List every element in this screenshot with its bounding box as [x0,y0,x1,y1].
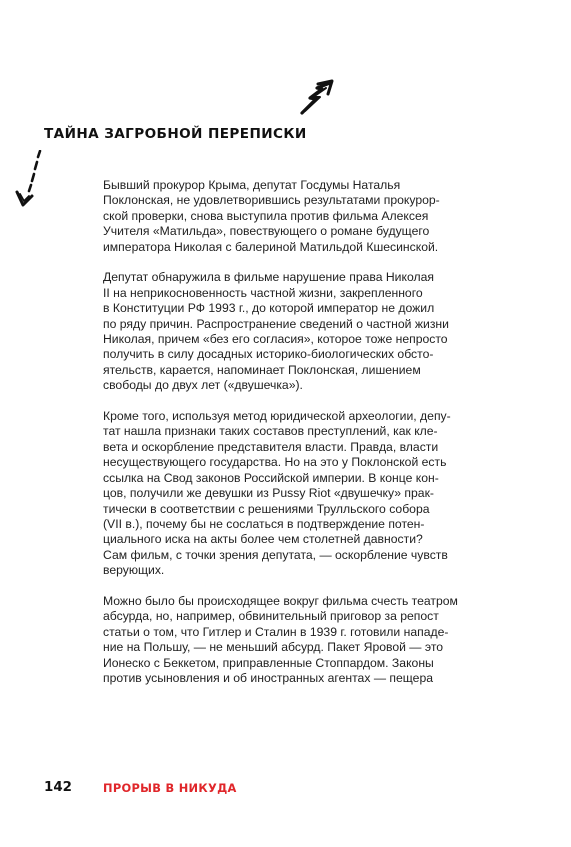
text-line: (VII в.), почему бы не сослаться в подтверждение потен- [103,516,425,531]
paragraph [103,594,493,686]
text-line: Учителя «Матильда», повествующего о романе будущего [103,224,430,239]
text-line: Сам фильм, с точки зрения депутата, — оскорбление чувств [103,547,448,562]
text-line: против усыновления и об иностранных агентах — пещера [103,670,433,685]
text-line: Ионеско с Беккетом, приправленные Стоппардом. Законы [103,655,434,670]
scribble-arrow-up-icon [296,78,346,118]
text-line: получить в силу досадных историко-биологических обсто- [103,347,434,362]
dashed-arrow-down-icon [14,150,48,212]
text-line: Николая, причем «без его согласия», которое тоже непросто [103,332,448,347]
text-line: Можно было бы происходящее вокруг фильма счесть театром [103,593,458,608]
text-line: Поклонская, не удовлетворившись результатами прокурор- [103,193,440,208]
section-title: ТАЙНА ЗАГРОБНОЙ ПЕРЕПИСКИ [44,126,307,142]
text-line: ятельств, карается, напоминает Поклонская, лишением [103,362,421,377]
paragraph [103,270,493,393]
text-line: тически в соответствии с решениями Трулльского собора [103,501,430,516]
text-line: в Конституции РФ 1993 г., до которой император не дожил [103,301,435,316]
text-line: II на неприкосновенность частной жизни, закрепленного [103,285,423,300]
text-line: тат нашла признаки таких составов преступлений, как кле- [103,424,438,439]
paragraph [103,178,493,255]
text-line: циального иска на акты более чем столетней давности? [103,532,423,547]
text-line: ской проверки, снова выступила против фильма Алексея [103,208,429,223]
text-line: императора Николая с балериной Матильдой Кшесинской. [103,239,439,254]
text-line: ссылка на Свод законов Российской империи. В конце кон- [103,470,439,485]
running-title: ПРОРЫВ В НИКУДА [103,781,237,795]
text-line: Бывший прокурор Крыма, депутат Госдумы Наталья [103,178,401,192]
text-line: ние на Польшу, — не меньший абсурд. Пакет Яровой — это [103,640,444,655]
text-line: Депутат обнаружила в фильме нарушение права Николая [103,270,434,285]
text-line: свободы до двух лет («двушечка»). [103,378,303,393]
text-line: статьи о том, что Гитлер и Сталин в 1939 г. готовили нападе- [103,624,449,639]
article-body [103,178,493,702]
text-line: вета и оскорбление представителя власти. Правда, власти [103,439,439,454]
text-line: несуществующего государства. Но на это у Поклонской есть [103,455,447,470]
text-line: абсурда, но, например, обвинительный приговор за репост [103,609,439,624]
paragraph [103,409,493,578]
page-number: 142 [44,780,72,795]
text-line: верующих. [103,563,165,578]
text-line: цов, получили же девушки из Pussy Riot «двушечку» прак- [103,486,434,501]
text-line: по ряду причин. Распространение сведений о частной жизни [103,316,449,331]
text-line: Кроме того, используя метод юридической археологии, депу- [103,409,451,424]
